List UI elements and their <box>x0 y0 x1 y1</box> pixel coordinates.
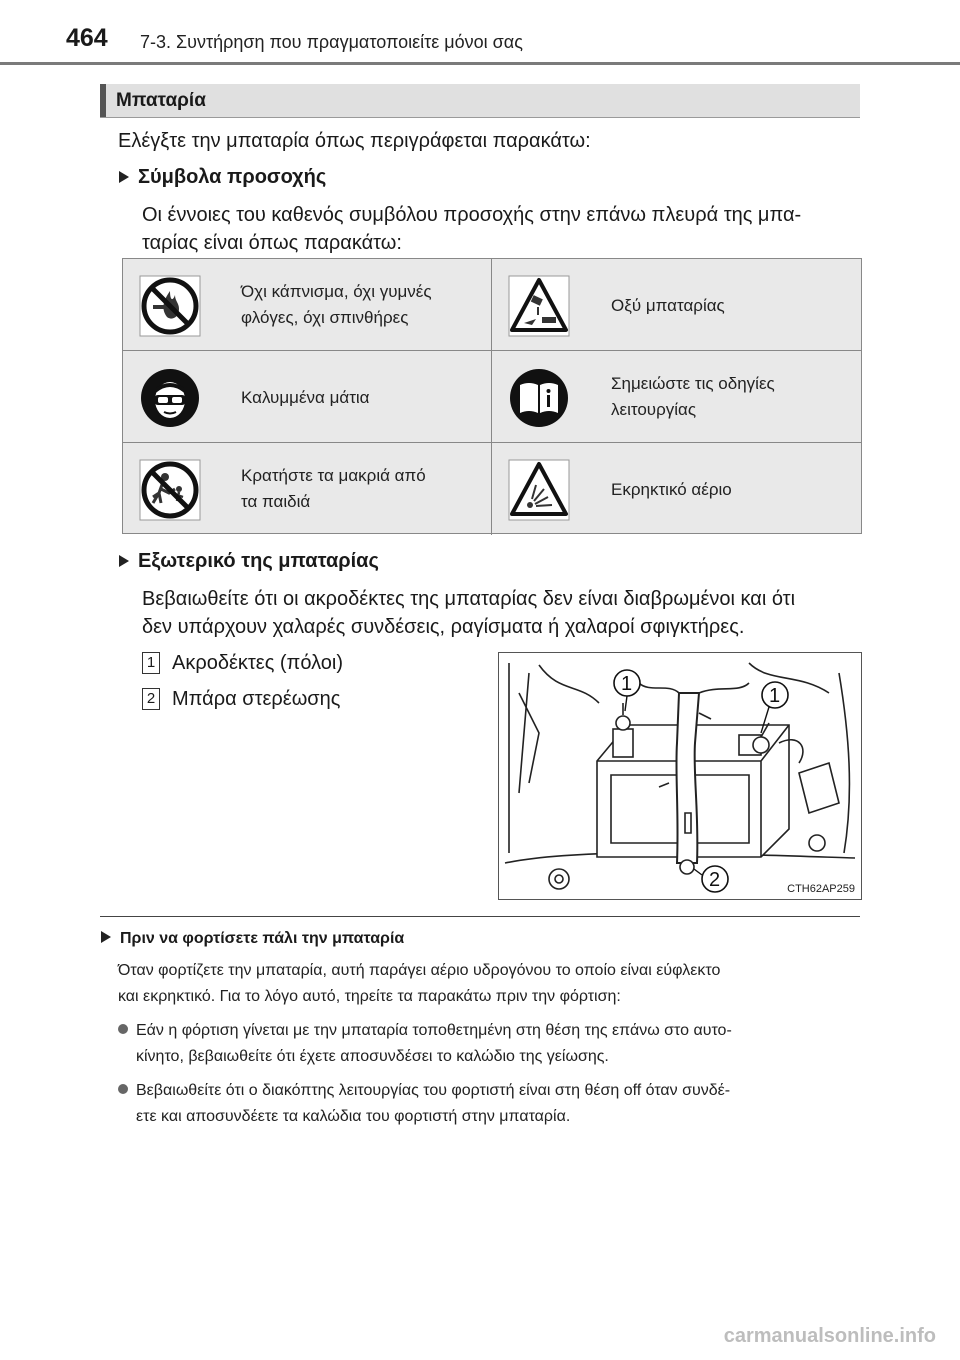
figure-code: CTH62AP259 <box>787 883 855 895</box>
bullet-icon <box>118 1084 128 1094</box>
warning-desc-line2: ταρίας είναι όπως παρακάτω: <box>142 232 402 254</box>
warning-symbols-table <box>122 258 862 534</box>
legend-item-terminals <box>142 648 343 678</box>
symbol-label <box>611 371 775 423</box>
heading-marker-icon <box>119 171 129 183</box>
battery-drawing <box>499 653 861 899</box>
note-line1: Όταν φορτίζετε την μπαταρία, αυτή παράγει αέριο υδρογόνου το οποίο είναι εύφλεκτο <box>118 962 721 979</box>
section-title: Μπαταρία <box>116 90 206 111</box>
eye-protection-icon <box>139 367 201 429</box>
battery-illustration <box>498 652 862 900</box>
heading-text: Σύμβολα προσοχής <box>138 166 327 188</box>
note-divider <box>100 916 860 917</box>
callout-hold-down-bar: 2 <box>709 869 721 891</box>
heading-text: Εξωτερικό της μπαταρίας <box>138 550 379 572</box>
column-divider <box>491 443 492 535</box>
symbol-row <box>123 259 861 351</box>
intro-text: Ελέγξτε την μπαταρία όπως περιγράφεται παρακάτω: <box>118 130 591 152</box>
column-divider <box>491 351 492 442</box>
exterior-heading <box>118 550 379 573</box>
legend-number: 1 <box>142 652 160 674</box>
explosive-gas-icon <box>508 459 570 521</box>
note-heading <box>100 930 404 948</box>
bullet-line: Βεβαιωθείτε ότι ο διακόπτης λειτουργίας του φορτιστή είναι στη θέση off όταν συνδέ- <box>136 1082 731 1099</box>
watermark: carmanualsonline.info <box>723 1325 936 1347</box>
note-bullet-cont: ετε και αποσυνδέετε τα καλώδια του φορτιστή στην μπαταρία. <box>136 1108 571 1125</box>
battery-acid-icon <box>508 275 570 337</box>
legend-item-hold-down-bar <box>142 684 340 714</box>
note-bullet-cont: κίνητο, βεβαιωθείτε ότι έχετε αποσυνδέσει το καλώδιο της γείωσης. <box>136 1048 609 1065</box>
symbol-row <box>123 443 861 535</box>
warning-desc-line1: Οι έννοιες του καθενός συμβόλου προσοχής στην επάνω πλευρά της μπα- <box>142 204 802 226</box>
header-divider <box>0 62 960 65</box>
callout-terminal-right: 1 <box>769 685 781 707</box>
keep-away-children-icon <box>139 459 201 521</box>
section-marker <box>100 84 106 117</box>
note-heading-text: Πριν να φορτίσετε πάλι την μπαταρία <box>120 930 405 947</box>
exterior-line2: δεν υπάρχουν χαλαρές συνδέσεις, ραγίσματα ή χαλαροί σφιγκτήρες. <box>142 616 745 638</box>
symbol-row <box>123 351 861 443</box>
symbol-label <box>241 385 370 411</box>
label-line: Οξύ μπαταρίας <box>611 296 725 315</box>
column-divider <box>491 259 492 350</box>
legend-label: Ακροδέκτες (πόλοι) <box>172 652 344 674</box>
symbol-label <box>611 293 725 319</box>
symbol-label <box>241 279 432 331</box>
callout-terminal-left: 1 <box>621 673 633 695</box>
label-line: Σημειώστε τις οδηγίες <box>611 374 775 393</box>
label-line: λειτουργίας <box>611 400 697 419</box>
label-line: Όχι κάπνισμα, όχι γυμνές <box>241 282 432 301</box>
label-line: Εκρηκτικό αέριο <box>611 480 732 499</box>
exterior-line1: Βεβαιωθείτε ότι οι ακροδέκτες της μπαταρίας δεν είναι διαβρωμένοι και ότι <box>142 588 796 610</box>
symbol-label <box>611 477 732 503</box>
section-title-bar <box>100 84 860 118</box>
page-number: 464 <box>66 24 108 52</box>
note-line2: και εκρηκτικό. Για το λόγο αυτό, τηρείτε τα παρακάτω πριν την φόρτιση: <box>118 988 621 1005</box>
bullet-line: Εάν η φόρτιση γίνεται με την μπαταρία τοποθετημένη στη θέση της επάνω στο αυτο- <box>136 1022 732 1039</box>
read-manual-icon <box>508 367 570 429</box>
legend-label: Μπάρα στερέωσης <box>172 688 341 710</box>
heading-marker-icon <box>101 931 111 943</box>
label-line: φλόγες, όχι σπινθήρες <box>241 308 409 327</box>
label-line: τα παιδιά <box>241 492 311 511</box>
label-line: Κρατήστε τα μακριά από <box>241 466 426 485</box>
heading-marker-icon <box>119 555 129 567</box>
note-bullet <box>118 1078 730 1104</box>
legend-number: 2 <box>142 688 160 710</box>
label-line: Καλυμμένα μάτια <box>241 388 370 407</box>
note-bullet <box>118 1018 732 1044</box>
bullet-icon <box>118 1024 128 1034</box>
symbol-label <box>241 463 426 515</box>
no-smoking-flame-icon <box>139 275 201 337</box>
warning-symbols-heading <box>118 166 326 189</box>
chapter-title: 7-3. Συντήρηση που πραγματοποιείτε μόνοι σας <box>140 32 523 52</box>
